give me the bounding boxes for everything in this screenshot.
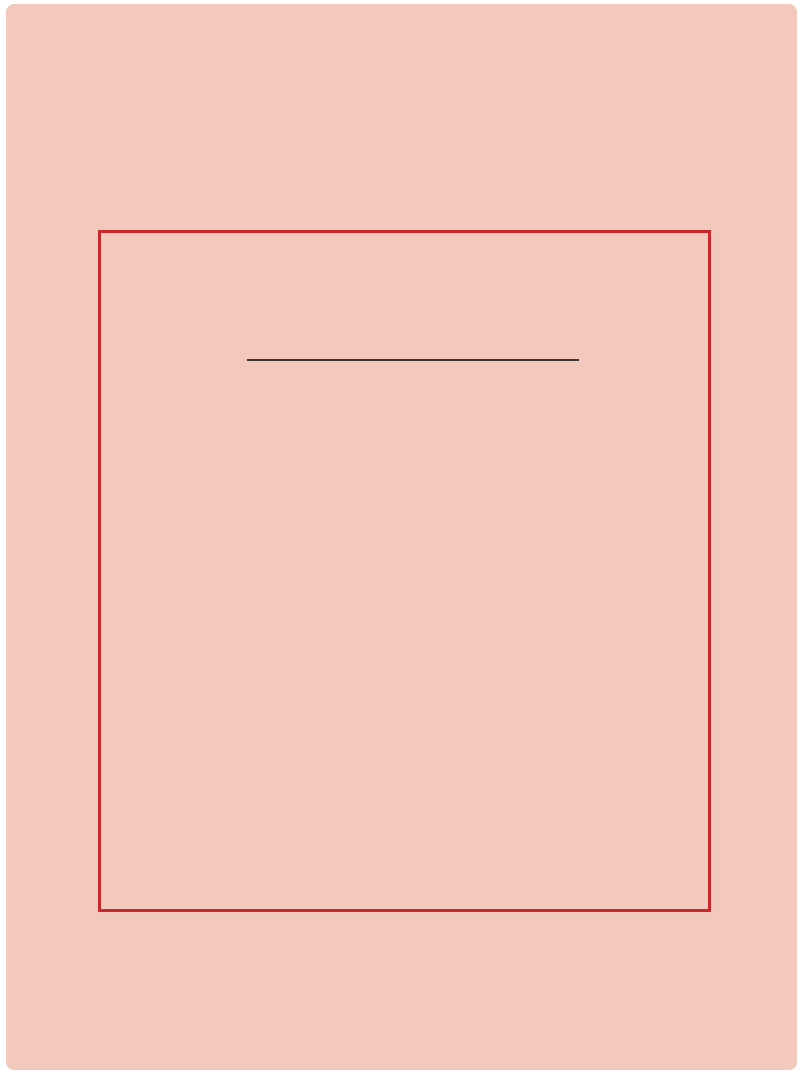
content-panel [98,230,711,912]
bidding-divider [247,359,579,361]
bridge-hand-card [6,4,797,1070]
embossed-arches-bottom [116,922,686,952]
embossed-arches-top [116,190,686,220]
